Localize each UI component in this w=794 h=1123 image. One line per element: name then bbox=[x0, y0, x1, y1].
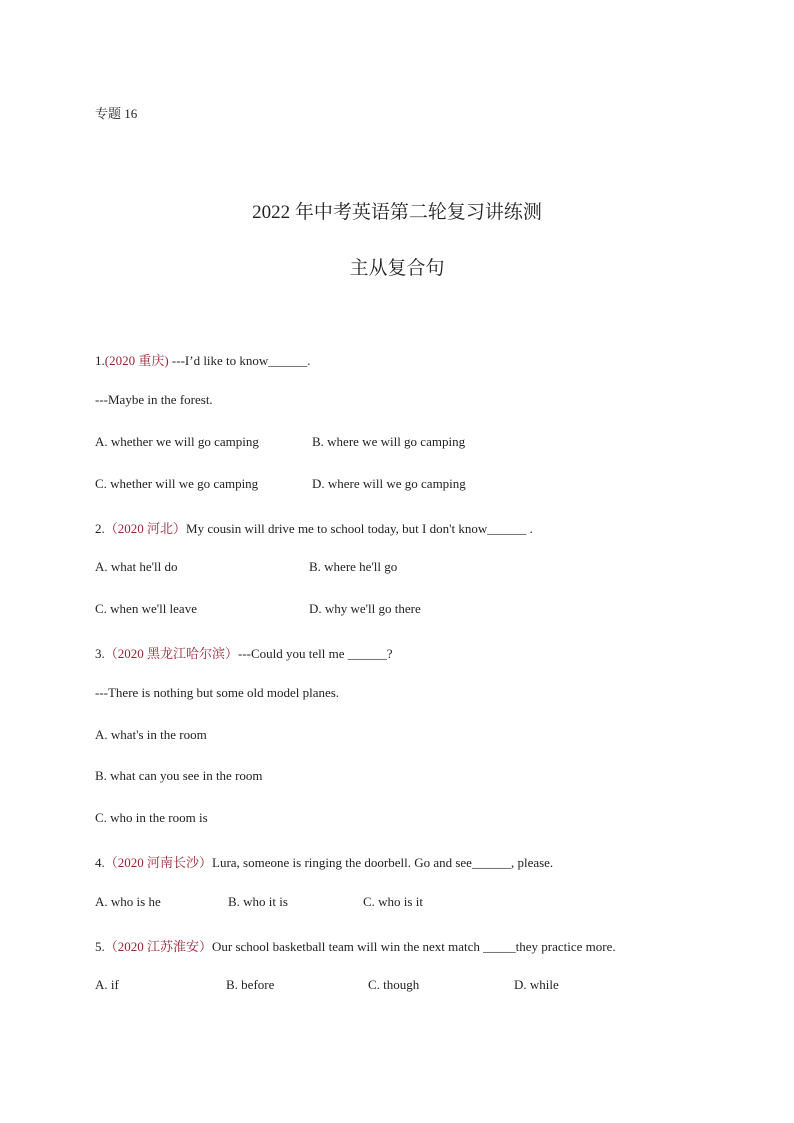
question-number: 1. bbox=[95, 353, 105, 368]
question-text: ---I’d like to know______. bbox=[168, 353, 311, 368]
question-5-stem bbox=[95, 936, 616, 955]
question-number: 4. bbox=[95, 855, 105, 870]
document-subtitle: 主从复合句 bbox=[349, 258, 445, 279]
question-5-option-c: C. though bbox=[368, 977, 420, 992]
question-4-stem bbox=[95, 852, 553, 871]
question-2-option-d: D. why we'll go there bbox=[309, 601, 421, 616]
question-source: （2020 黑龙江哈尔滨） bbox=[104, 646, 239, 661]
question-1-stem bbox=[95, 350, 311, 369]
question-text: Lura, someone is ringing the doorbell. Go and see______, please. bbox=[212, 855, 554, 870]
question-3-reply: ---There is nothing but some old model planes. bbox=[95, 685, 340, 700]
question-number: 3. bbox=[95, 646, 105, 661]
question-1-option-a: A. whether we will go camping bbox=[95, 434, 259, 449]
question-3-stem bbox=[95, 643, 393, 662]
question-1-option-d: D. where will we go camping bbox=[312, 476, 466, 491]
question-4-option-a: A. who is he bbox=[95, 894, 161, 909]
question-source: （2020 河北） bbox=[104, 521, 187, 536]
question-3-option-c: C. who in the room is bbox=[95, 810, 208, 825]
question-3-option-b: B. what can you see in the room bbox=[95, 768, 263, 783]
question-text: My cousin will drive me to school today, but I don't know______ . bbox=[186, 521, 533, 536]
question-text: ---Could you tell me ______? bbox=[238, 646, 393, 661]
question-2-option-a: A. what he'll do bbox=[95, 559, 178, 574]
question-4-option-c: C. who is it bbox=[363, 894, 423, 909]
question-source: （2020 河南长沙） bbox=[104, 855, 213, 870]
question-text: Our school basketball team will win the next match _____they practice more. bbox=[212, 939, 616, 954]
question-2-option-c: C. when we'll leave bbox=[95, 601, 197, 616]
topic-label: 专题 16 bbox=[95, 106, 138, 121]
question-1-option-b: B. where we will go camping bbox=[312, 434, 466, 449]
question-4-option-b: B. who it is bbox=[228, 894, 288, 909]
question-1-reply: ---Maybe in the forest. bbox=[95, 392, 213, 407]
question-3-option-a: A. what's in the room bbox=[95, 727, 207, 742]
question-source: （2020 江苏淮安） bbox=[104, 939, 213, 954]
question-number: 2. bbox=[95, 521, 105, 536]
document-title: 2022 年中考英语第二轮复习讲练测 bbox=[252, 202, 542, 223]
question-1-option-c: C. whether will we go camping bbox=[95, 476, 259, 491]
question-5-option-b: B. before bbox=[226, 977, 275, 992]
question-2-stem bbox=[95, 518, 533, 537]
question-source: (2020 重庆) bbox=[104, 353, 169, 368]
question-5-option-a: A. if bbox=[95, 977, 119, 992]
question-2-option-b: B. where he'll go bbox=[309, 559, 398, 574]
question-number: 5. bbox=[95, 939, 105, 954]
question-5-option-d: D. while bbox=[514, 977, 559, 992]
